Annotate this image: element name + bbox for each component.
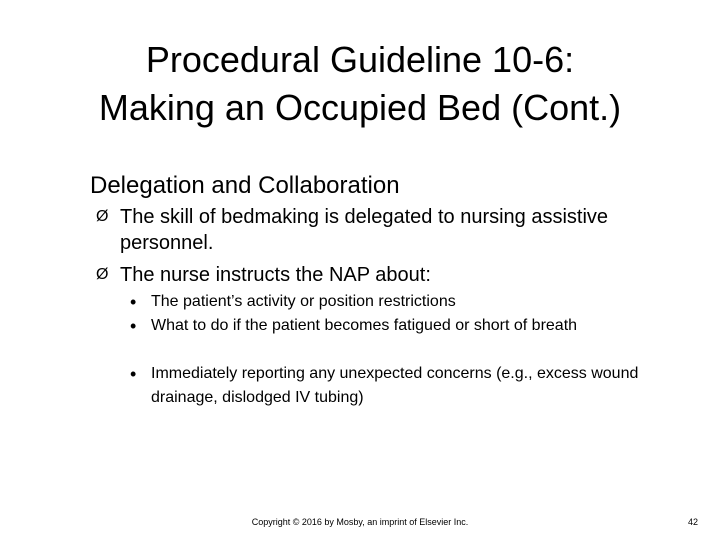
page-number: 42 — [687, 517, 698, 527]
copyright-footer: Copyright © 2016 by Mosby, an imprint of Elsevier Inc. — [251, 517, 469, 527]
main-bullet-text: Delegation and Collaboration — [90, 172, 400, 199]
slide-title-line-2: Making an Occupied Bed (Cont.) — [98, 87, 622, 128]
dot-bullet-icon: • — [130, 316, 137, 336]
dot-bullet-text: The patient’s activity or position restrictions — [151, 293, 456, 310]
slide-title-line-1: Procedural Guideline 10-6: — [145, 39, 575, 80]
arrowhead-bullet-icon: Ø — [96, 266, 109, 283]
dot-bullet-text: Immediately reporting any unexpected concerns (e.g., excess wound drainage, dislodged IV tubing) — [151, 365, 639, 406]
dot-bullet-icon: • — [130, 364, 137, 384]
dot-bullet-icon: • — [130, 292, 137, 312]
arrowhead-bullet-icon: Ø — [96, 208, 109, 225]
sub-bullet-text: The nurse instructs the NAP about: — [120, 264, 431, 286]
dot-bullet-text: What to do if the patient becomes fatigued or short of breath — [151, 317, 578, 334]
sub-bullet-text: The skill of bedmaking is delegated to nursing assistive personnel. — [120, 206, 609, 254]
